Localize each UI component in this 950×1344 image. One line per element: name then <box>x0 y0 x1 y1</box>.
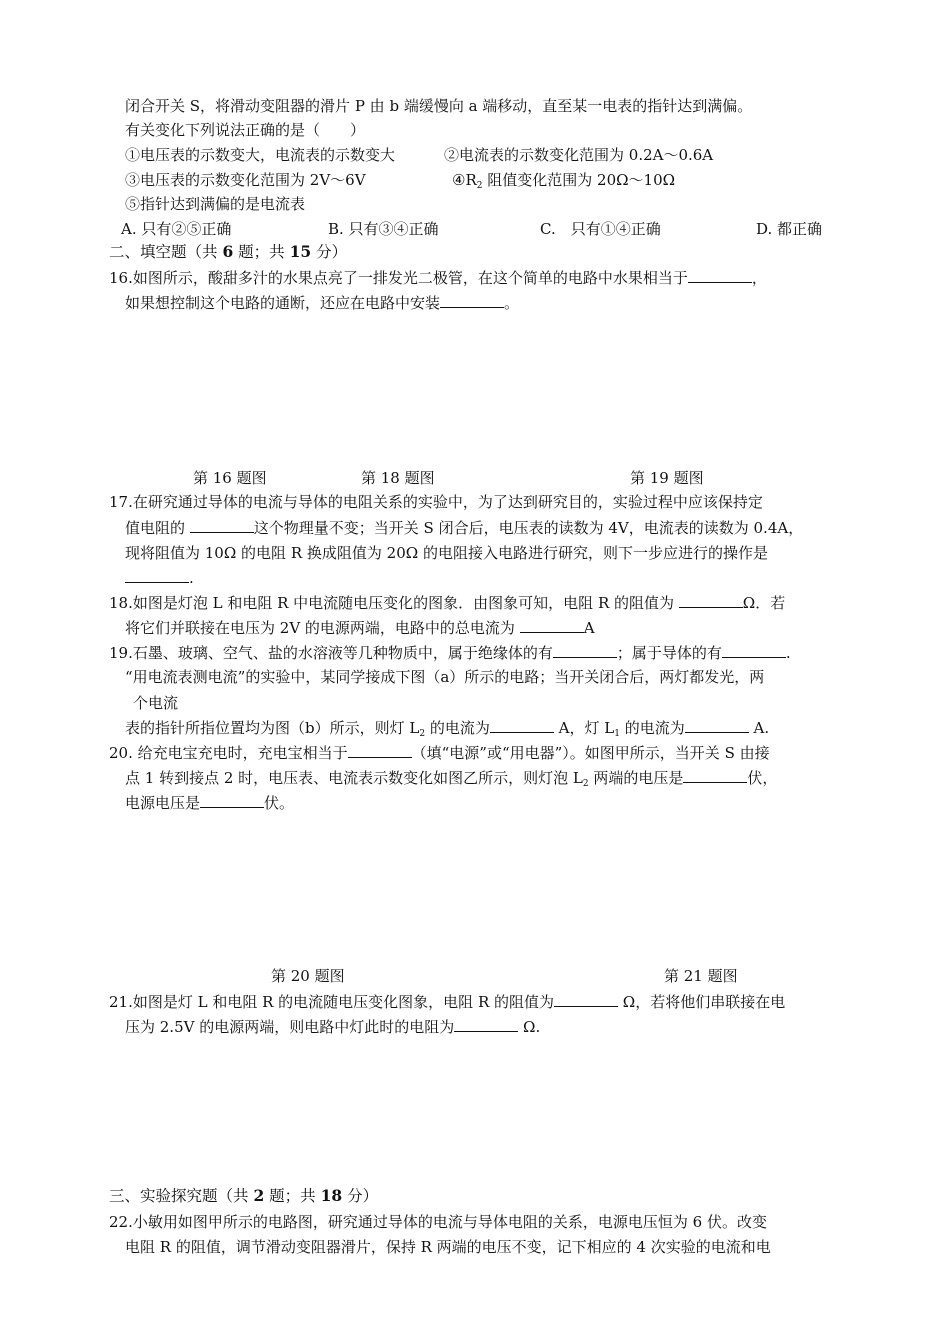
q20-line1: 20. 给充电宝充电时，充电宝相当于 （填“电源”或“用电器”）。如图甲所示，当开关 S 由接 <box>109 744 770 762</box>
answer-blank[interactable] <box>348 743 412 758</box>
answer-blank[interactable] <box>490 718 554 733</box>
section-2-title: 二、填空题（共 6 题；共 15 分） <box>109 242 348 261</box>
q15-statement-4: $④R_2$ 阻值变化范围为 20Ω～10Ω <box>452 171 676 191</box>
q15-line1: 闭合开关 S，将滑动变阻器的滑片 P 由 b 端缓慢向 a 端移动，直至某一电表的指针达到满偏。 <box>125 97 753 115</box>
answer-blank[interactable] <box>553 643 617 658</box>
q15-option-a: A. 只有②⑤正确 <box>121 220 232 238</box>
caption-figure-21: 第 21 题图 <box>664 967 738 985</box>
q15-option-b: B. 只有③④正确 <box>328 220 439 238</box>
q18-line1: 18.如图是灯泡 L 和电阻 R 中电流随电压变化的图象．由图象可知，电阻 R 的阻值为 Ω．若 <box>109 594 786 612</box>
answer-blank[interactable] <box>679 593 743 608</box>
q22-line1: 22.小敏用如图甲所示的电路图，研究通过导体的电流与导体电阻的关系，电源电压恒为 6 伏。改变 <box>109 1213 767 1231</box>
answer-blank[interactable] <box>688 268 752 283</box>
q19-line1: 19.石墨、玻璃、空气、盐的水溶液等几种物质中，属于绝缘体的有 ；属于导体的有 . <box>109 644 791 662</box>
caption-figure-20: 第 20 题图 <box>271 967 345 985</box>
answer-blank[interactable] <box>554 992 618 1007</box>
answer-blank[interactable] <box>440 293 504 308</box>
q15-line2: 有关变化下列说法正确的是（ ） <box>125 121 366 139</box>
q16-line1: 16.如图所示，酸甜多汁的水果点亮了一排发光二极管，在这个简单的电路中水果相当于 ， <box>109 269 767 287</box>
q17-line3: 现将阻值为 10Ω 的电阻 R 换成阻值为 20Ω 的电阻接入电路进行研究，则下一步应进行的操作是 <box>125 544 768 562</box>
q20-line2: 点 1 转到接点 2 时，电压表、电流表示数变化如图乙所示，则灯泡 $L_2$ 两端的电压是 伏， <box>125 769 778 789</box>
caption-figure-16: 第 16 题图 <box>193 469 267 487</box>
caption-figure-19: 第 19 题图 <box>630 469 704 487</box>
q15-statement-5: ⑤指针达到满偏的是电流表 <box>125 195 306 213</box>
caption-figure-18: 第 18 题图 <box>361 469 435 487</box>
q15-option-d: D. 都正确 <box>756 220 823 238</box>
q19-line3: 个电流 <box>133 694 179 712</box>
answer-blank[interactable] <box>190 518 254 533</box>
q15-option-c: C. 只有①④正确 <box>540 220 661 238</box>
answer-blank[interactable] <box>683 768 747 783</box>
q20-line3: 电源电压是 伏。 <box>125 794 295 812</box>
q22-line2: 电阻 R 的阻值，调节滑动变阻器滑片，保持 R 两端的电压不变，记下相应的 4 次实验的电流和电 <box>125 1238 771 1256</box>
answer-blank[interactable] <box>200 793 264 808</box>
answer-blank[interactable] <box>454 1017 518 1032</box>
q15-statement-3: ③电压表的示数变化范围为 2V～6V <box>125 171 366 189</box>
q15-statement-1: ①电压表的示数变大，电流表的示数变大 <box>125 146 396 164</box>
q19-line4: 表的指针所指位置均为图（b）所示，则灯 $L_2$ 的电流为 A，灯 $L_1$ 的电流为 A. <box>125 719 770 739</box>
q19-line2: “用电流表测电流”的实验中，某同学接成下图（a）所示的电路；当开关闭合后，两灯都发光，两 <box>125 668 765 686</box>
q15-statement-2: ②电流表的示数变化范围为 0.2A～0.6A <box>444 146 714 164</box>
answer-blank[interactable] <box>520 618 584 633</box>
q21-line1: 21.如图是灯 L 和电阻 R 的电流随电压变化图象，电阻 R 的阻值为 Ω，若将他们串联接在电 <box>109 993 786 1011</box>
section-3-title: 三、实验探究题（共 2 题；共 18 分） <box>109 1186 379 1205</box>
q18-line2: 将它们并联接在电压为 2V 的电源两端，电路中的总电流为 A <box>125 619 595 637</box>
q16-line2: 如果想控制这个电路的通断，还应在电路中安装 。 <box>125 294 520 312</box>
answer-blank[interactable] <box>125 568 189 583</box>
q21-line2: 压为 2.5V 的电源两端，则电路中灯此时的电阻为 Ω. <box>125 1018 541 1036</box>
q17-line2: 值电阻的 这个物理量不变；当开关 S 闭合后，电压表的读数为 4V，电流表的读数为 0.4A， <box>125 519 804 537</box>
answer-blank[interactable] <box>722 643 786 658</box>
answer-blank[interactable] <box>685 718 749 733</box>
q17-line1: 17.在研究通过导体的电流与导体的电阻关系的实验中，为了达到研究目的，实验过程中应该保持定 <box>109 493 763 511</box>
q17-line4: . <box>125 568 194 588</box>
